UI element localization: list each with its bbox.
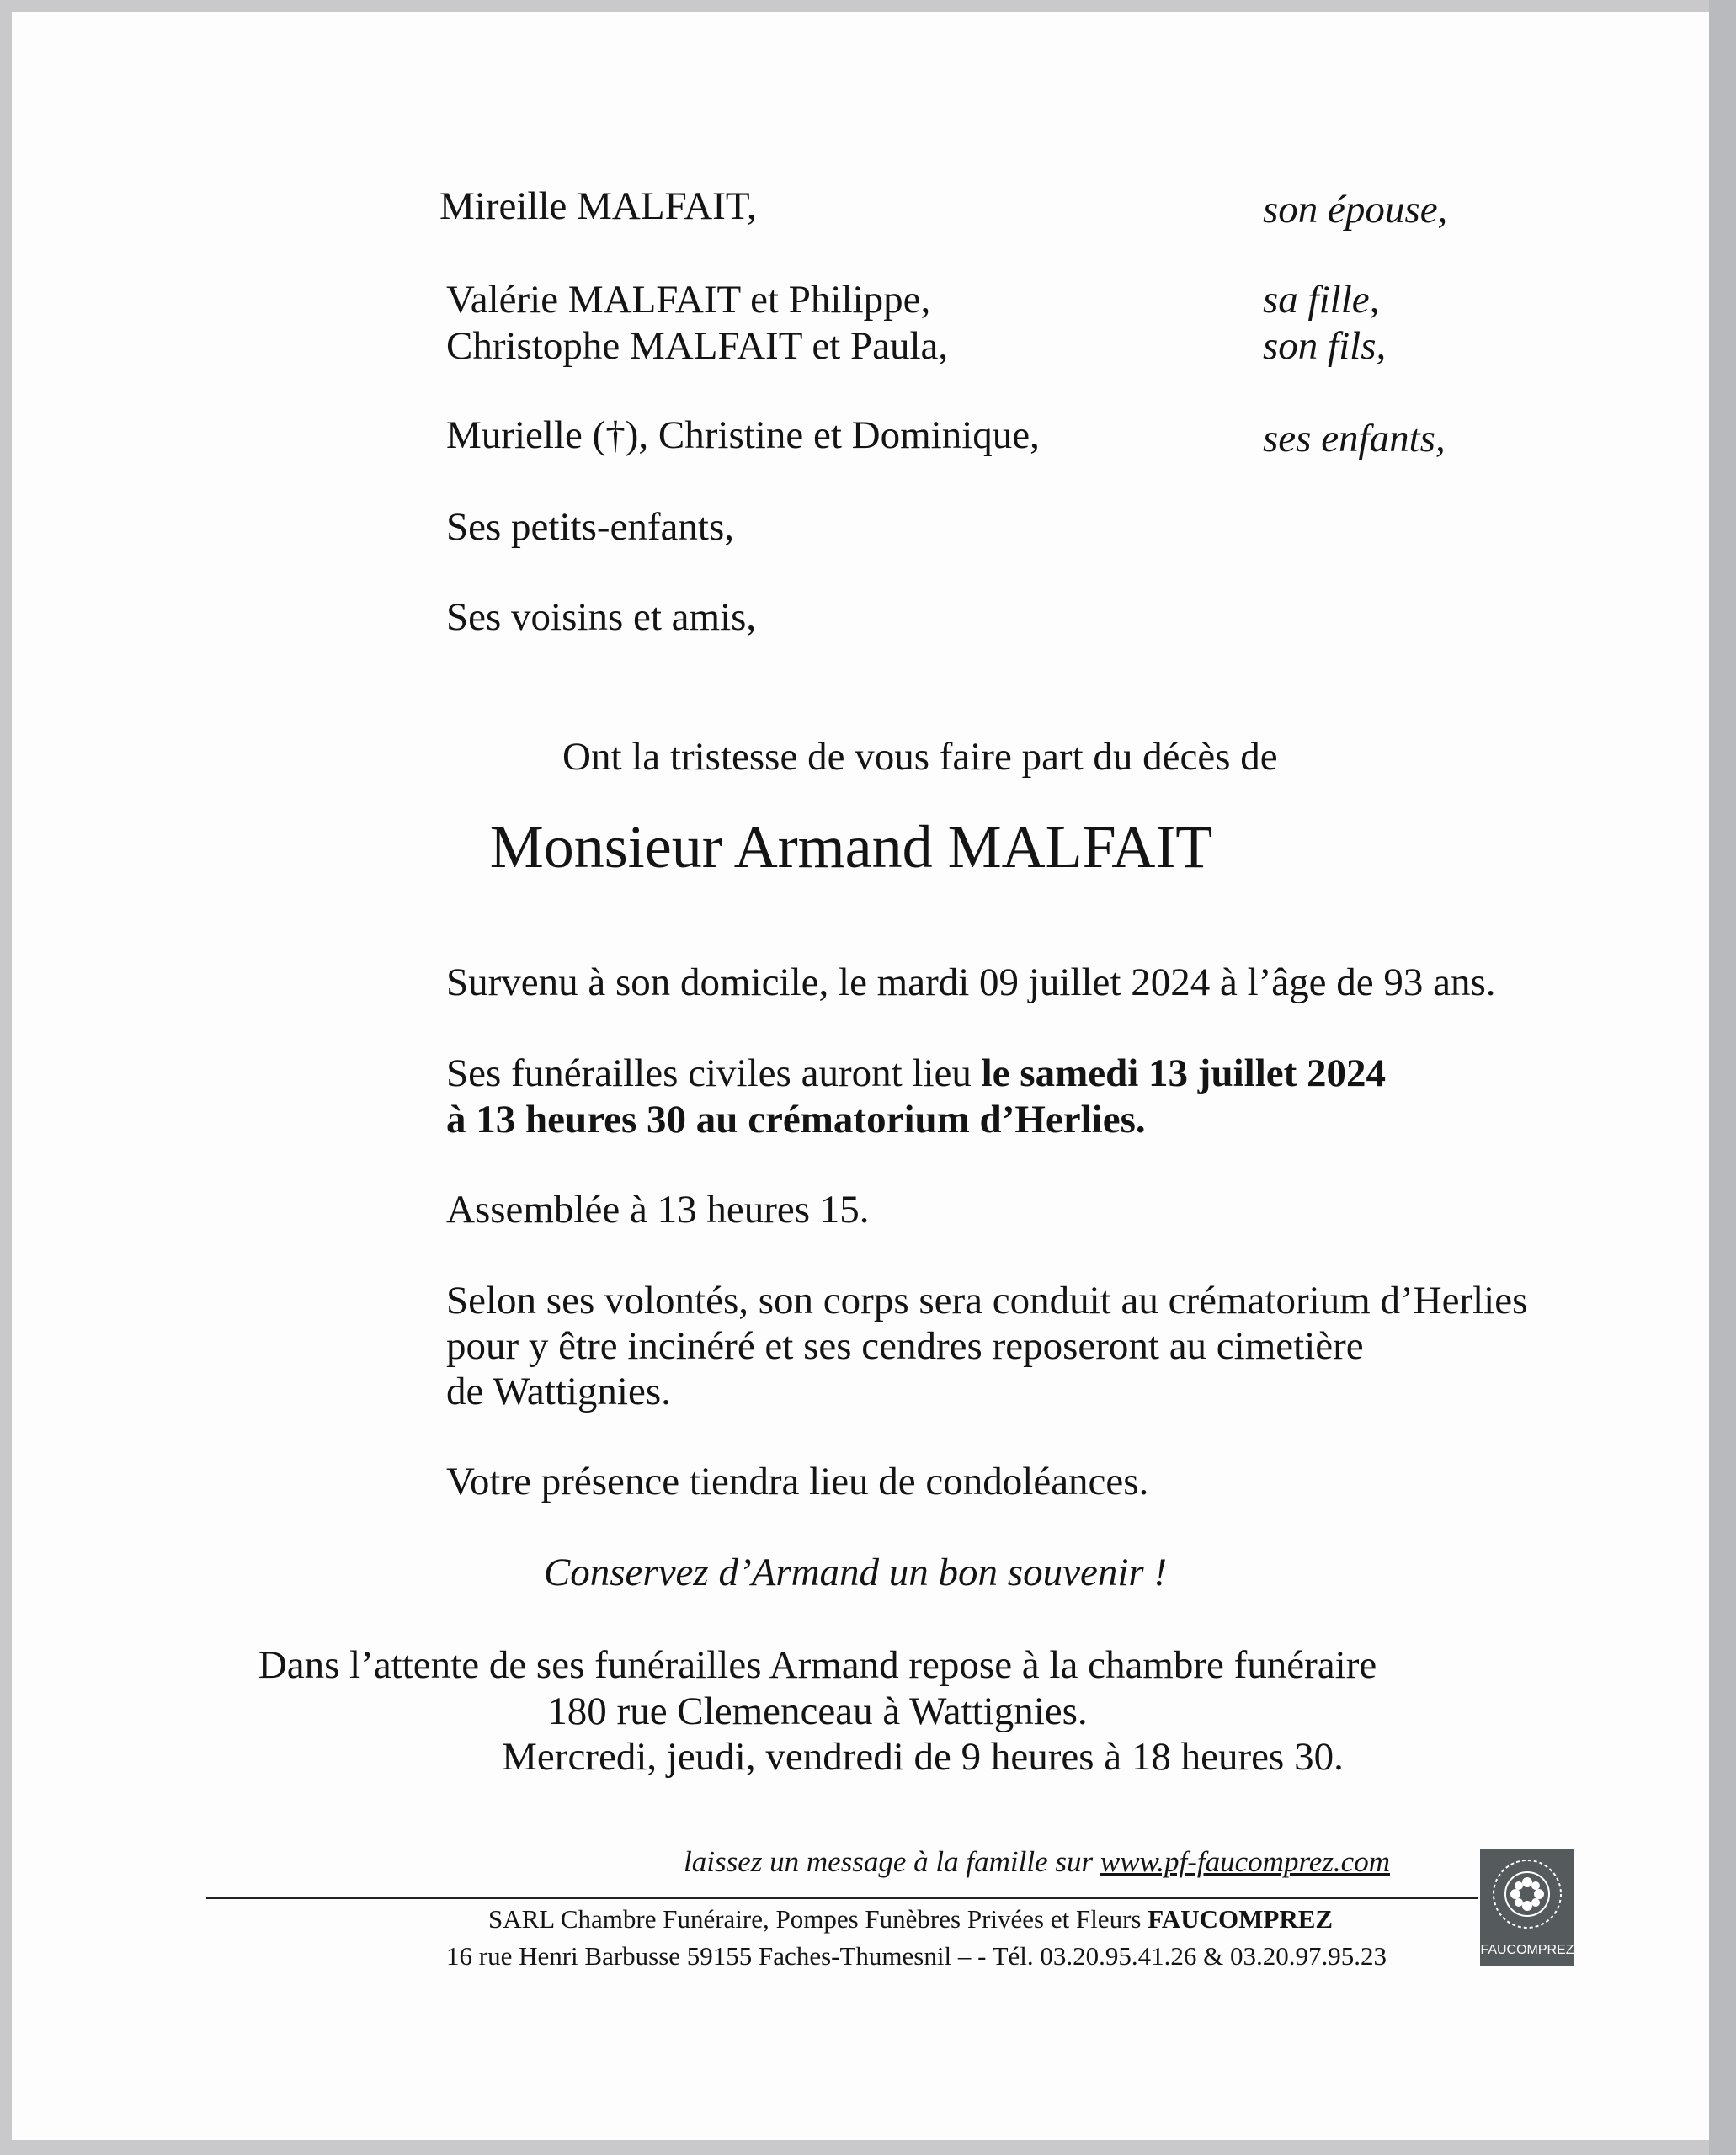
assembly-notice: Assemblée à 13 heures 15. <box>446 1188 870 1232</box>
memory-line: Conservez d’Armand un bon souvenir ! <box>543 1551 1168 1594</box>
deceased-name: Monsieur Armand MALFAIT <box>489 813 1213 881</box>
children-names: Murielle (†), Christine et Dominique, <box>446 413 1040 457</box>
neighbours: Ses voisins et amis, <box>446 595 757 639</box>
wishes-line-1: Selon ses volontés, son corps sera conduit au crématorium d’Herlies <box>446 1279 1528 1322</box>
announcement-intro: Ont la tristesse de vous faire part du décès de <box>562 735 1278 779</box>
death-notice: Survenu à son domicile, le mardi 09 juillet 2024 à l’âge de 93 ans. <box>446 960 1496 1004</box>
logo-label: FAUCOMPREZ <box>1480 1943 1574 1957</box>
scan-border <box>1709 0 1736 2155</box>
spouse-name: Mireille MALFAIT, <box>439 184 757 228</box>
daughter-name: Valérie MALFAIT et Philippe, <box>446 278 931 322</box>
rest-line-1: Dans l’attente de ses funérailles Armand repose à la chambre funéraire <box>258 1643 1377 1687</box>
funeral-line-2 <box>446 1100 1146 1140</box>
website-link[interactable]: www.pf-faucomprez.com <box>1100 1845 1390 1878</box>
spouse-role: son épouse, <box>1263 188 1448 231</box>
son-name: Christophe MALFAIT et Paula, <box>446 324 949 368</box>
footer-message-prefix: laissez un message à la famille sur <box>684 1845 1100 1878</box>
wishes-line-2: pour y être incinéré et ses cendres reposeront au cimetière <box>446 1324 1364 1368</box>
condolences-notice: Votre présence tiendra lieu de condoléances. <box>446 1460 1149 1503</box>
company-name: FAUCOMPREZ <box>1148 1904 1334 1934</box>
daughter-role: sa fille, <box>1263 278 1380 322</box>
funeral-line-1 <box>446 1051 1387 1095</box>
company-address: 16 rue Henri Barbusse 59155 Faches-Thumesnil – - Tél. 03.20.95.41.26 & 03.20.97.95.23 <box>446 1941 1387 1971</box>
flower-emblem-icon <box>1487 1854 1568 1934</box>
son-role: son fils, <box>1263 324 1387 368</box>
footer-divider <box>206 1897 1478 1899</box>
children-role: ses enfants, <box>1263 417 1446 460</box>
company-prefix: SARL Chambre Funéraire, Pompes Funèbres Privées et Fleurs <box>488 1904 1148 1934</box>
rest-line-2: 180 rue Clemenceau à Wattignies. <box>547 1689 1088 1733</box>
faucomprez-logo <box>1480 1849 1574 1966</box>
footer-message <box>684 1845 1390 1879</box>
rest-line-3: Mercredi, jeudi, vendredi de 9 heures à 18 heures 30. <box>502 1735 1344 1779</box>
grandchildren: Ses petits-enfants, <box>446 505 734 549</box>
wishes-line-3: de Wattignies. <box>446 1370 671 1413</box>
funeral-prefix: Ses funérailles civiles auront lieu <box>446 1051 982 1095</box>
funeral-date: le samedi 13 juillet 2024 <box>981 1051 1387 1095</box>
funeral-time-place: à 13 heures 30 au crématorium d’Herlies. <box>446 1098 1146 1141</box>
company-line <box>488 1904 1333 1934</box>
